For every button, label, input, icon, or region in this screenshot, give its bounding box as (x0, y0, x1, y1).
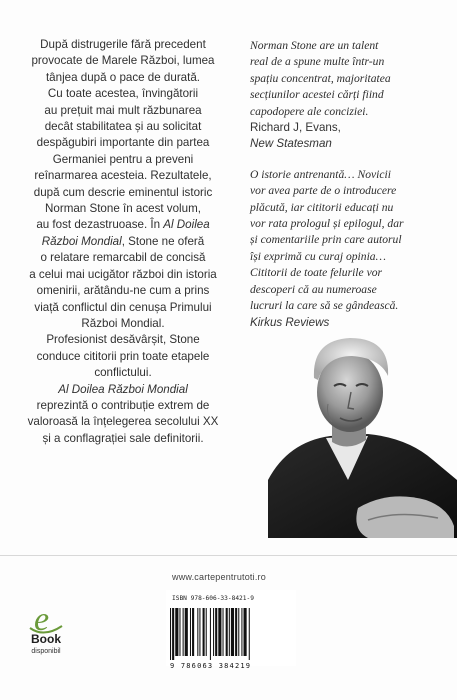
desc-line: viață conflictul din cenușa Primului (34, 300, 212, 314)
desc-text: au fost dezastruoase. În (36, 218, 164, 232)
desc-line: conduce cititorii prin toate etapele (36, 349, 210, 363)
book-title-italic: Al Doilea (163, 218, 210, 232)
quote-line: vor rata prologul și epilogul, dar (250, 217, 404, 231)
quote-source: Kirkus Reviews (250, 315, 330, 329)
quote-line: capodopere ale conciziei. (250, 104, 369, 118)
quote-line: plăcută, iar cititorii educați nu (250, 200, 394, 214)
desc-line: Cu toate acestea, învingătorii (47, 87, 199, 101)
desc-line: Germaniei pentru a preveni (52, 152, 194, 166)
desc-line: Norman Stone în acest volum, (45, 202, 201, 216)
quote-line: vor avea parte de o introducere (250, 184, 397, 198)
desc-line (12, 234, 234, 250)
quote-line: descoperi că au numeroase (250, 282, 377, 296)
ebook-label: Book (31, 632, 61, 646)
desc-line: omenirii, arătându-ne cum a prins (36, 284, 210, 298)
barcode-number: 9 786063 384219 (170, 662, 252, 670)
desc-line: a celui mai ucigător război din istoria (29, 267, 217, 281)
desc-line (12, 382, 234, 398)
quote-line: Cititorii de toate felurile vor (250, 266, 383, 280)
desc-line: conflictului. (94, 366, 152, 380)
book-title-italic: Al Doilea Război Mondial (58, 382, 188, 396)
quote-source: New Statesman (250, 137, 332, 151)
desc-line: reprezintă o contribuție extrem de (36, 398, 210, 412)
footer-divider (0, 555, 457, 556)
author-photo (248, 330, 457, 538)
review-quotes (250, 38, 450, 331)
publisher-website: www.cartepentrutoti.ro (172, 572, 266, 582)
desc-line: despăgubiri importante din partea (36, 136, 210, 150)
desc-line: o relatare remarcabil de concisă (40, 251, 206, 265)
quote-line: O istorie antrenantă… Novicii (250, 167, 391, 181)
quote-author: Richard J, Evans, (250, 121, 341, 135)
desc-line: provocate de Marele Război, lumea (31, 54, 215, 68)
svg-text:e: e (34, 601, 50, 638)
barcode-icon (170, 608, 292, 660)
quote-line: lucruri la care să se gândească. (250, 299, 399, 313)
desc-line: decât stabilitatea și au solicitat (44, 120, 202, 134)
desc-text: , Stone ne oferă (121, 234, 205, 248)
desc-line: tânjea după o pace de durată. (45, 70, 201, 84)
book-title-italic: Război Mondial (41, 234, 122, 248)
desc-line: și a conflagrației sale definitorii. (42, 431, 204, 445)
quote-line: își exprimă cu curaj opinia… (250, 249, 386, 263)
ebook-availability: disponibil (31, 648, 61, 655)
desc-line: După distrugerile fără precedent (40, 38, 206, 51)
desc-line: după cum descrie eminentul istoric (33, 185, 213, 199)
desc-line: au prețuit mai mult răzbunarea (44, 103, 202, 117)
quote-line: real de a spune multe într-un (250, 55, 385, 69)
isbn-label: ISBN 978-606-33-8421-9 (172, 595, 254, 602)
quote-line: spațiu concentrat, majoritatea (250, 71, 391, 85)
desc-line: valoroasă la înțelegerea secolului XX (27, 415, 219, 429)
desc-line (12, 217, 234, 233)
quote-line: Norman Stone are un talent (250, 39, 379, 52)
quote-line: secțiunilor acestei cărți fiind (250, 88, 384, 102)
desc-line: Profesionist desăvârșit, Stone (46, 333, 200, 347)
desc-line: reînarmarea acesteia. Rezultatele, (34, 169, 212, 183)
quote-line: și comentariile prin care autorul (250, 233, 402, 247)
book-description (12, 37, 234, 447)
desc-line: Război Mondial. (81, 316, 165, 330)
